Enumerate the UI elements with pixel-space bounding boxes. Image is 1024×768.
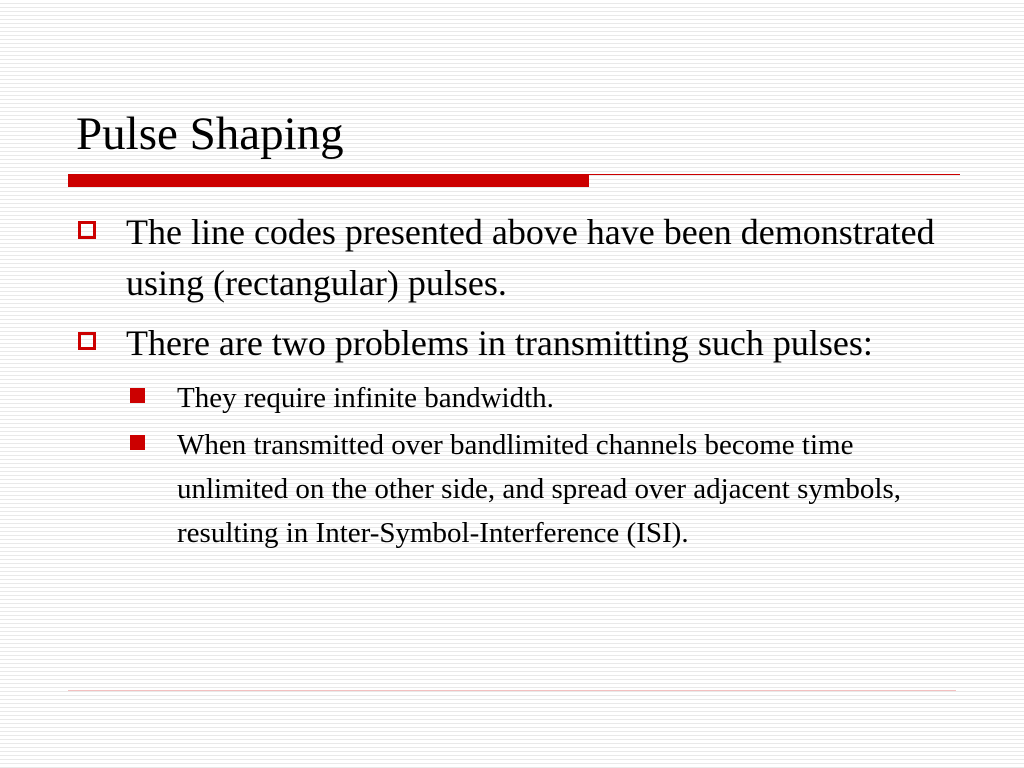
bullet-item [78,318,958,369]
sub-bullet-text: When transmitted over bandlimited channels become time unlimited on the other side, and spread over adjacent symbols, resulting in Inter-Symbol-Interference (ISI). [177,429,902,549]
bullet-list [78,207,958,558]
filled-square-icon [130,388,145,403]
title-underline-thin [589,174,960,175]
title-underline-thick [68,174,589,187]
bullet-text: There are two problems in transmitting such pulses: [126,323,873,363]
sub-bullet-item [78,376,958,420]
sub-bullet-text: They require infinite bandwidth. [177,382,554,414]
bullet-text: The line codes presented above have been demonstrated using (rectangular) pulses. [126,212,935,303]
footer-divider [68,690,956,691]
filled-square-icon [130,435,145,450]
hollow-square-icon [78,332,96,350]
slide-title: Pulse Shaping [76,108,344,160]
sub-bullet-item [78,423,958,555]
bullet-item [78,207,958,309]
hollow-square-icon [78,221,96,239]
